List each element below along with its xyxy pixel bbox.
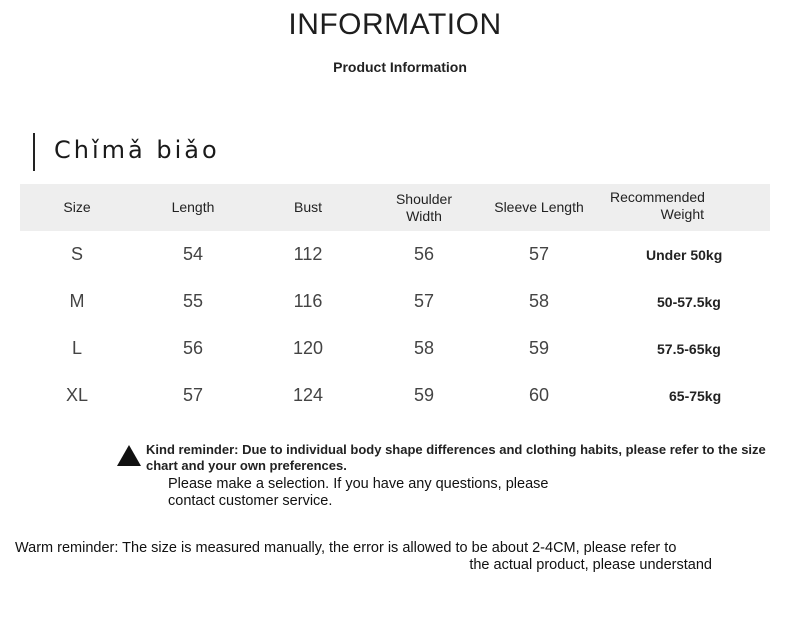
header-shoulder-width (384, 184, 464, 231)
page-subtitle: Product Information (333, 59, 467, 75)
cell-length: 56 (182, 338, 204, 358)
header-sleeve-length: Sleeve Length (494, 199, 584, 215)
cell-size: S (70, 244, 83, 264)
section-divider (33, 133, 35, 171)
header-weight-line2: Weight (660, 206, 704, 222)
cell-bust: 116 (293, 291, 323, 311)
header-shoulder-line2: Width (406, 207, 442, 224)
header-length: Length (171, 199, 215, 215)
size-table (20, 184, 770, 419)
section-title: Chǐmǎ biǎo (54, 136, 220, 164)
cell-length: 57 (182, 385, 204, 405)
warm-reminder-line2: the actual product, please understand (469, 557, 712, 573)
cell-weight: 57.5-65kg (657, 340, 721, 357)
table-header-row (20, 184, 770, 231)
cell-shoulder: 58 (413, 338, 435, 358)
header-size: Size (63, 199, 91, 215)
page-title: INFORMATION (288, 8, 502, 41)
cell-shoulder: 56 (413, 244, 435, 264)
cell-sleeve: 58 (528, 291, 550, 311)
cell-shoulder: 57 (413, 291, 435, 311)
header-shoulder-line1: Shoulder (395, 190, 453, 207)
cell-size: L (71, 338, 82, 358)
cell-weight: Under 50kg (646, 246, 723, 263)
cell-bust: 112 (293, 244, 323, 264)
cell-size: M (69, 291, 85, 311)
header-recommended-weight (610, 184, 740, 231)
cell-length: 54 (182, 244, 204, 264)
warm-reminder-line1: Warm reminder: The size is measured manually, the error is allowed to be about 2-4CM, please refer to (15, 540, 677, 556)
cell-weight: 50-57.5kg (657, 293, 721, 310)
cell-shoulder: 59 (413, 385, 435, 405)
cell-sleeve: 59 (528, 338, 550, 358)
cell-weight: 65-75kg (669, 387, 722, 404)
table-row (20, 231, 770, 278)
cell-sleeve: 57 (528, 244, 550, 264)
cell-length: 55 (182, 291, 204, 311)
warm-reminder (15, 540, 715, 574)
kind-reminder-text: Kind reminder: Due to individual body shape differences and clothing habits, please refer to the size chart and your own preferences. (146, 442, 766, 473)
cell-size: XL (65, 385, 89, 405)
header-bust: Bust (293, 199, 322, 215)
warning-triangle-icon (117, 445, 141, 466)
cell-sleeve: 60 (528, 385, 550, 405)
table-row (20, 325, 770, 372)
cell-bust: 120 (292, 338, 324, 358)
header-weight-line1: Recommended (610, 189, 705, 205)
selection-note: Please make a selection. If you have any questions, please contact customer service. (168, 476, 549, 509)
table-row (20, 278, 770, 325)
table-row (20, 372, 770, 419)
cell-bust: 124 (292, 385, 324, 405)
